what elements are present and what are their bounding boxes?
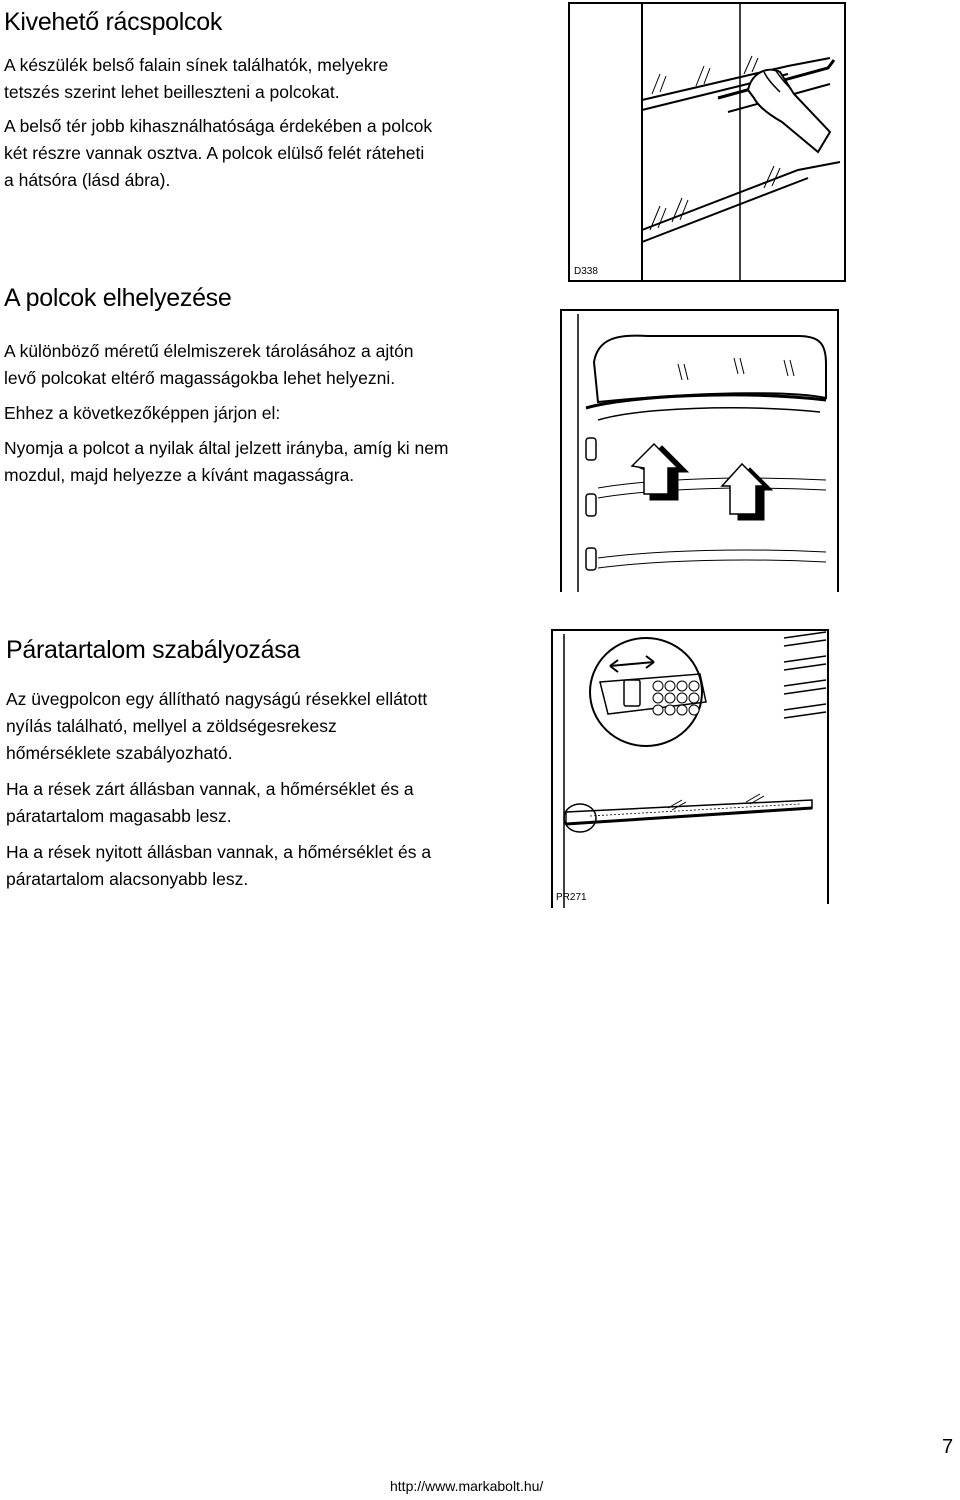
section-title: Páratartalom szabályozása [6, 636, 301, 664]
section-title: Kivehető rácspolcok [4, 8, 223, 36]
figure-wire-shelves [568, 2, 848, 284]
paragraph: Ha a rések zárt állásban vannak, a hőmérséklet és a páratartalom magasabb lesz. [6, 779, 414, 826]
paragraph: Ehhez a következőképpen járjon el: [4, 403, 281, 423]
paragraph: Az üvegpolcon egy állítható nagyságú résekkel ellátott nyílás található, mellyel a zöldségesrekesz hőmérséklete szabályozható. [6, 689, 428, 763]
figure-humidity-vent [550, 628, 830, 908]
paragraph: A készülék belső falain sínek találhatók, melyekre tetszés szerint lehet beilleszteni a polcokat. [4, 55, 389, 102]
figure-door-shelf [558, 308, 842, 592]
figure-code: PR271 [556, 892, 587, 903]
paragraph: A belső tér jobb kihasználhatósága érdekében a polcok két részre vannak osztva. A polcok elülső felét ráteheti a hátsóra (lásd ábra). [4, 116, 433, 190]
section-shelf-placement [4, 284, 524, 489]
section-title: A polcok elhelyezése [4, 284, 232, 312]
section-removable-shelves [4, 8, 524, 194]
page-number: 7 [942, 1436, 954, 1458]
section-humidity-control [6, 636, 526, 893]
paragraph: A különböző méretű élelmiszerek tárolásához a ajtón levő polcokat eltérő magasságokba lehet helyezni. [4, 341, 414, 388]
paragraph: Ha a rések nyitott állásban vannak, a hőmérséklet és a páratartalom alacsonyabb lesz. [6, 842, 432, 889]
paragraph: Nyomja a polcot a nyilak által jelzett irányba, amíg ki nem mozdul, majd helyezze a kívánt magasságra. [4, 438, 449, 485]
footer-link[interactable]: http://www.markabolt.hu/ [390, 1478, 544, 1494]
figure-code: D338 [574, 266, 598, 277]
